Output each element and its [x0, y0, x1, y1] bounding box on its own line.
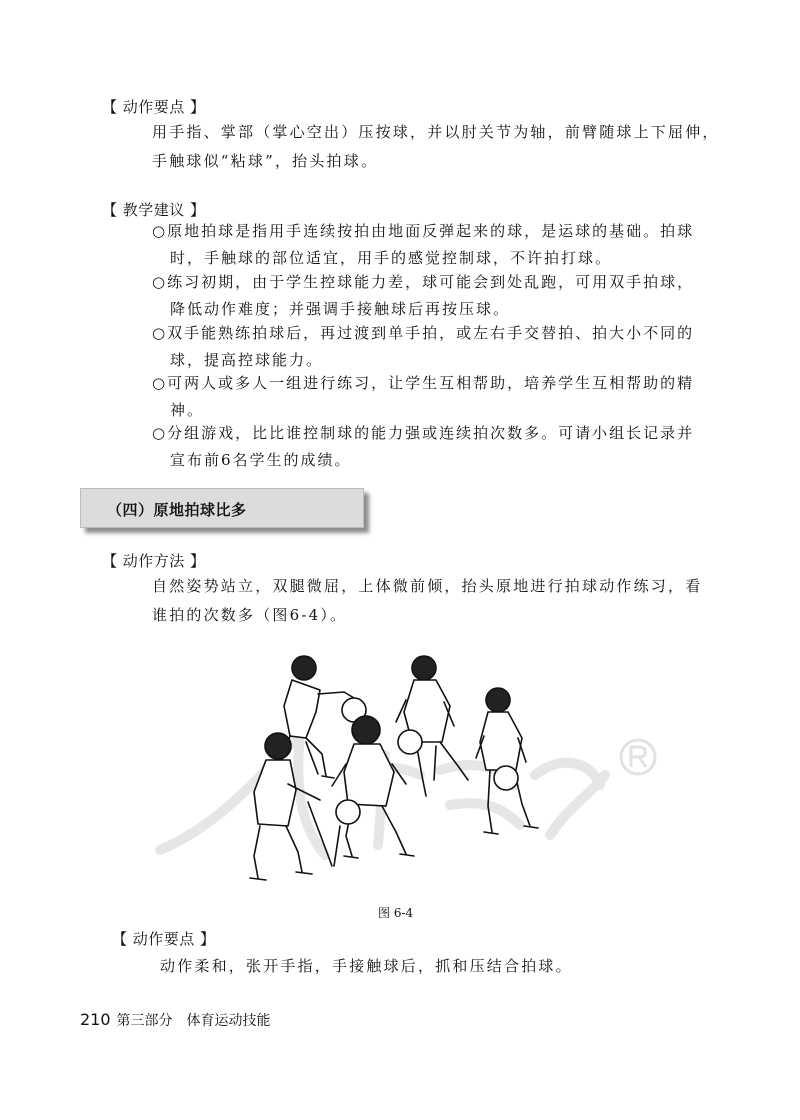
ball-2: [398, 730, 422, 754]
ball-4: [336, 800, 360, 824]
arrow-5: [308, 802, 332, 866]
section-title: （四）原地拍球比多: [107, 501, 247, 519]
action-points-2-text: 动作柔和，张开手指，手接触球后，抓和压结合拍球。: [160, 957, 573, 975]
page-number: 210: [80, 1010, 111, 1029]
page-footer: [80, 1010, 271, 1030]
section-title-box: [80, 488, 364, 528]
child-figure-3: [476, 688, 538, 834]
footer-section-title: 第三部分 体育运动技能: [116, 1013, 271, 1029]
arrow-1: [306, 742, 318, 774]
heading-action-points: 【 动作要点 】: [102, 98, 206, 116]
action-points-line-2: 手触球似“粘球”，抬头拍球。: [152, 152, 379, 170]
arrow-4: [334, 826, 340, 866]
suggestion-item-4: ○可两人或多人一组进行练习，让学生互相帮助，培养学生互相帮助的精神。: [152, 374, 695, 419]
heading-teaching-suggestions: 【 教学建议 】: [102, 201, 206, 219]
heading-action-method: 【 动作方法 】: [102, 552, 206, 570]
suggestion-item-3: ○双手能熟练拍球后，再过渡到单手拍，或左右手交替拍、拍大小不同的球，提高控球能力。: [152, 324, 695, 369]
child-figure-2: [396, 656, 468, 796]
figure-children-bouncing-balls: [236, 646, 556, 896]
action-method-line-2: 谁拍的次数多（图6-4）。: [152, 606, 348, 624]
action-points-line-1: 用手指、掌部（掌心空出）压按球，并以肘关节为轴，前臂随球上下屈伸，: [152, 123, 720, 141]
action-method-line-1: 自然姿势站立，双腿微屈，上体微前倾，抬头原地进行拍球动作练习，看: [152, 577, 703, 595]
suggestion-item-1: ○原地拍球是指用手连续按拍由地面反弹起来的球，是运球的基础。拍球时，手触球的部位适宜，用手的感觉控制球，不许拍打球。: [152, 222, 695, 267]
suggestion-item-2: ○练习初期，由于学生控球能力差，球可能会到处乱跑，可用双手拍球，降低动作难度；并强调手接触球后再按压球。: [152, 273, 695, 318]
figure-caption: 图 6-4: [378, 906, 414, 920]
ball-3: [494, 766, 518, 790]
arrow-2: [434, 746, 436, 780]
heading-action-points-2: 【 动作要点 】: [112, 930, 216, 948]
suggestion-item-5: ○分组游戏，比比谁控制球的能力强或连续拍次数多。可请小组长记录并宣布前6名学生的成绩。: [152, 424, 695, 469]
